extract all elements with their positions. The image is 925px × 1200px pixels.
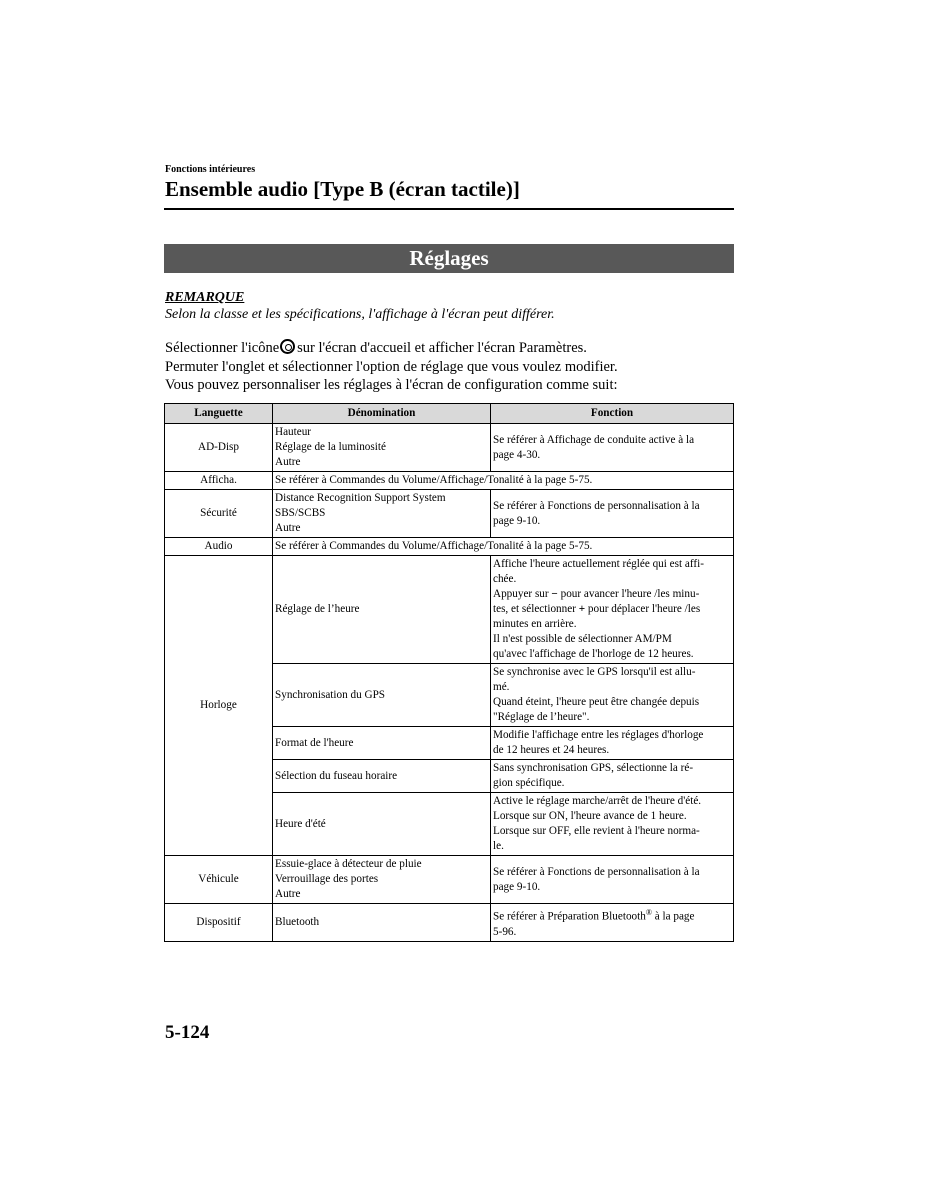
function-line: mé.	[493, 681, 510, 693]
function-line: Se référer à Affichage de conduite active à la	[493, 433, 695, 446]
title-divider	[164, 208, 734, 210]
intro-line-1-start: Sélectionner l'icône	[165, 340, 280, 356]
function-line: qu'avec l'affichage de l'horloge de 12 heures.	[493, 648, 694, 660]
function-line: Modifie l'affichage entre les réglages d'horloge	[493, 729, 704, 741]
tab-cell: Horloge	[165, 556, 273, 856]
function-line: 5-96.	[493, 925, 517, 938]
name-cell: Heure d'été	[273, 793, 491, 856]
function-cell	[491, 793, 734, 856]
name-cell: Bluetooth	[273, 904, 491, 942]
name-cell	[273, 490, 491, 538]
name-line: Distance Recognition Support System	[275, 492, 446, 504]
name-line: Essuie-glace à détecteur de pluie	[275, 858, 422, 870]
text-fragment: pour avancer l'heure /les minu-	[560, 588, 700, 600]
registered-mark: ®	[645, 908, 652, 917]
text-fragment: Appuyer sur	[493, 588, 549, 600]
intro-paragraph	[165, 339, 618, 395]
header-name: Dénomination	[273, 404, 491, 424]
name-line: Verrouillage des portes	[275, 873, 379, 885]
function-line: Se référer à Fonctions de personnalisation à la	[493, 865, 700, 878]
function-line: Se référer à Fonctions de personnalisation à la	[493, 499, 700, 512]
header-function: Fonction	[491, 404, 734, 424]
table-row-addisp	[165, 424, 734, 472]
function-cell	[491, 424, 734, 472]
function-line: minutes en arrière.	[493, 618, 577, 630]
function-line: Active le réglage marche/arrêt de l'heure d'été.	[493, 795, 702, 807]
tab-cell: AD-Disp	[165, 424, 273, 472]
function-line: gion spécifique.	[493, 777, 565, 789]
function-cell	[491, 904, 734, 942]
name-cell	[273, 424, 491, 472]
banner-title: Réglages	[409, 246, 489, 270]
function-line: le.	[493, 840, 504, 852]
function-line: Quand éteint, l'heure peut être changée depuis	[493, 696, 700, 708]
name-cell	[273, 856, 491, 904]
function-line: Affiche l'heure actuellement réglée qui est affi-	[493, 558, 704, 570]
intro-line-1-end: sur l'écran d'accueil et afficher l'écran Paramètres.	[297, 340, 587, 356]
tab-cell: Afficha.	[165, 472, 273, 490]
text-fragment: tes, et sélectionner	[493, 603, 576, 615]
note-heading: REMARQUE	[165, 290, 245, 305]
function-line	[493, 602, 731, 617]
reference-cell: Se référer à Commandes du Volume/Affichage/Tonalité à la page 5-75.	[273, 538, 734, 556]
name-cell: Sélection du fuseau horaire	[273, 760, 491, 793]
name-line: Autre	[275, 522, 301, 534]
name-line: Hauteur	[275, 426, 312, 438]
function-cell	[491, 490, 734, 538]
function-cell	[491, 727, 734, 760]
header-tab: Languette	[165, 404, 273, 424]
section-label: Fonctions intérieures	[165, 164, 256, 175]
table-header-row	[165, 404, 734, 424]
minus-icon: −	[551, 588, 558, 600]
name-cell: Réglage de l’heure	[273, 556, 491, 664]
function-line: Lorsque sur OFF, elle revient à l'heure norma-	[493, 825, 700, 837]
reference-cell: Se référer à Commandes du Volume/Affichage/Tonalité à la page 5-75.	[273, 472, 734, 490]
table-row-dispositif	[165, 904, 734, 942]
name-line: Autre	[275, 456, 301, 468]
tab-cell: Dispositif	[165, 904, 273, 942]
name-cell: Format de l'heure	[273, 727, 491, 760]
table-row-audio	[165, 538, 734, 556]
text-fragment: à la page	[651, 910, 695, 923]
function-line: de 12 heures et 24 heures.	[493, 744, 610, 756]
name-line: SBS/SCBS	[275, 507, 326, 519]
function-line: page 9-10.	[493, 514, 541, 527]
section-title: Ensemble audio [Type B (écran tactile)]	[165, 177, 520, 201]
table-row-securite	[165, 490, 734, 538]
function-line: Lorsque sur ON, l'heure avance de 1 heure.	[493, 810, 687, 822]
function-cell	[491, 664, 734, 727]
table-row-vehicule	[165, 856, 734, 904]
function-line: page 9-10.	[493, 880, 541, 893]
function-line: Il n'est possible de sélectionner AM/PM	[493, 633, 672, 645]
name-line: Réglage de la luminosité	[275, 441, 386, 453]
function-line	[493, 905, 731, 925]
function-line: Se synchronise avec le GPS lorsqu'il est allu-	[493, 666, 696, 678]
tab-cell: Sécurité	[165, 490, 273, 538]
name-line: Autre	[275, 888, 301, 900]
function-line: "Réglage de l’heure".	[493, 711, 590, 723]
intro-line-2: Permuter l'onglet et sélectionner l'option de réglage que vous voulez modifier.	[165, 358, 618, 375]
intro-line-3: Vous pouvez personnaliser les réglages à l'écran de configuration comme suit:	[165, 377, 618, 393]
tab-cell: Audio	[165, 538, 273, 556]
function-line: chée.	[493, 573, 517, 585]
table-row-afficha	[165, 472, 734, 490]
settings-gear-icon	[280, 339, 295, 354]
function-cell	[491, 856, 734, 904]
table-row-horloge-time	[165, 556, 734, 664]
text-fragment: Se référer à Préparation Bluetooth	[493, 910, 646, 923]
note-text: Selon la classe et les spécifications, l'affichage à l'écran peut différer.	[165, 307, 555, 322]
settings-banner	[164, 244, 734, 273]
function-line: page 4-30.	[493, 448, 541, 461]
function-line: Sans synchronisation GPS, sélectionne la ré-	[493, 762, 694, 774]
tab-cell: Véhicule	[165, 856, 273, 904]
text-fragment: pour déplacer l'heure /les	[587, 603, 701, 615]
settings-table	[164, 403, 734, 942]
page-number: 5-124	[165, 1022, 210, 1043]
intro-line-1	[165, 339, 618, 358]
function-line	[493, 587, 731, 602]
function-cell	[491, 556, 734, 664]
plus-icon: +	[578, 603, 586, 615]
function-cell	[491, 760, 734, 793]
name-cell: Synchronisation du GPS	[273, 664, 491, 727]
